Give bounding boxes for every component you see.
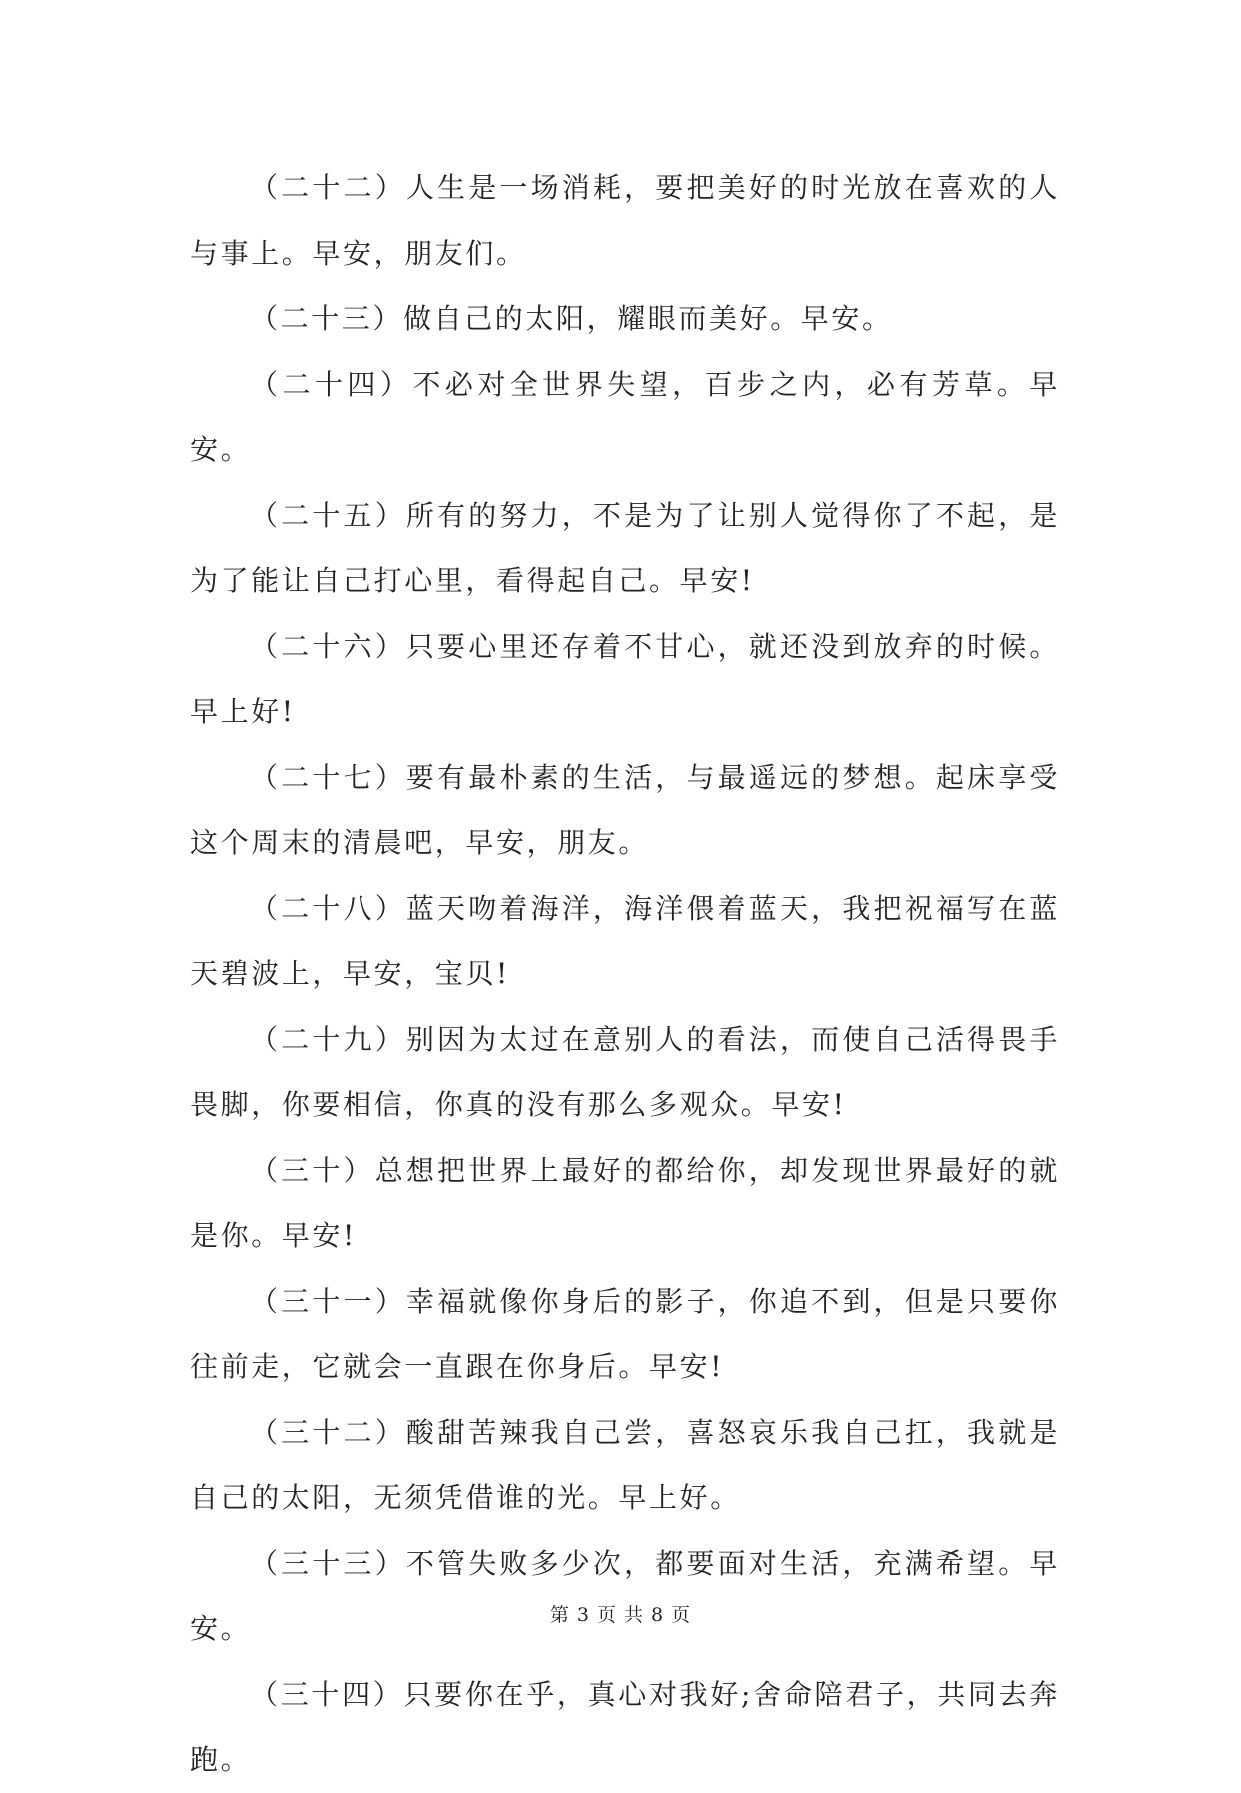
- document-body: [190, 155, 1060, 1793]
- paragraph-34: （三十四）只要你在乎，真心对我好;舍命陪君子，共同去奔跑。: [190, 1677, 1060, 1776]
- paragraph-27: （二十七）要有最朴素的生活，与最遥远的梦想。起床享受这个周末的清晨吧，早安，朋友。: [190, 760, 1060, 859]
- paragraph-33: （三十三）不管失败多少次，都要面对生活，充满希望。早安。: [190, 1546, 1060, 1645]
- paragraph-24: （二十四）不必对全世界失望，百步之内，必有芳草。早安。: [190, 367, 1060, 466]
- paragraph-25: （二十五）所有的努力，不是为了让别人觉得你了不起，是为了能让自己打心里，看得起自己。早安!: [190, 498, 1060, 597]
- paragraph-23: （二十三）做自己的太阳，耀眼而美好。早安。: [250, 302, 893, 335]
- paragraph-30: （三十）总想把世界上最好的都给你，却发现世界最好的就是你。早安!: [190, 1153, 1060, 1252]
- paragraph-31: （三十一）幸福就像你身后的影子，你追不到，但是只要你往前走，它就会一直跟在你身后。早安!: [190, 1284, 1060, 1383]
- paragraph-26: （二十六）只要心里还存着不甘心，就还没到放弃的时候。早上好!: [190, 629, 1060, 728]
- paragraph-29: （二十九）别因为太过在意别人的看法，而使自己活得畏手畏脚，你要相信，你真的没有那么多观众。早安!: [190, 1022, 1060, 1121]
- paragraph-32: （三十二）酸甜苦辣我自己尝，喜怒哀乐我自己扛，我就是自己的太阳，无须凭借谁的光。早上好。: [190, 1415, 1060, 1514]
- paragraph-28: （二十八）蓝天吻着海洋，海洋偎着蓝天，我把祝福写在蓝天碧波上，早安，宝贝!: [190, 891, 1060, 990]
- page-number-footer: 第 3 页 共 8 页: [549, 1604, 692, 1626]
- paragraph-22: （二十二）人生是一场消耗，要把美好的时光放在喜欢的人与事上。早安，朋友们。: [190, 171, 1060, 270]
